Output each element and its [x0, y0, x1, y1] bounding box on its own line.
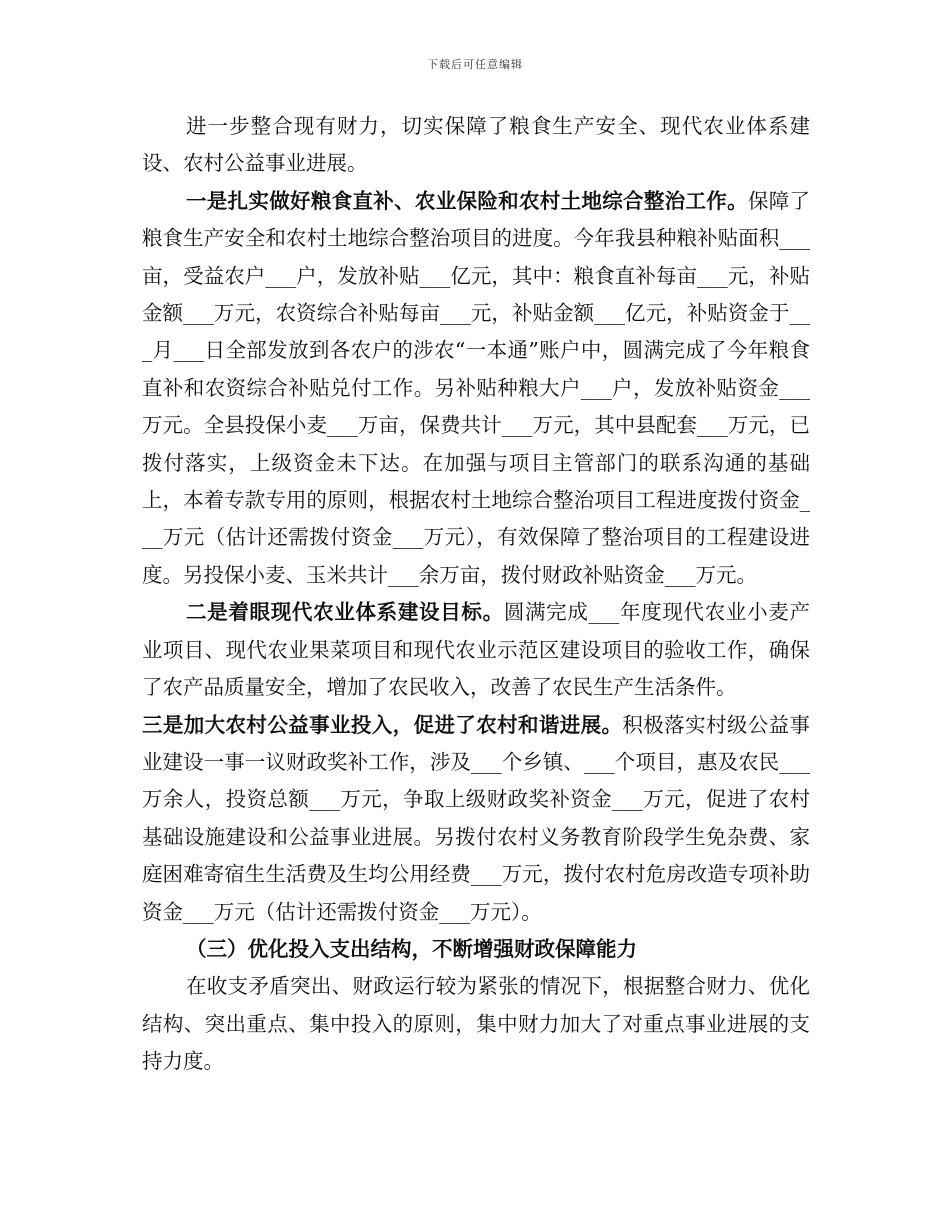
section-heading: （三）优化投入支出结构，不断增强财政保障能力	[186, 936, 637, 961]
paragraph-closing: 在收支矛盾突出、财政运行较为紧张的情况下，根据整合财力、优化结构、突出重点、集中投入的原则，集中财力加大了对重点事业进展的支持力度。	[142, 974, 810, 1074]
paragraph-body: 圆满完成___年度现代农业小麦产业项目、现代农业果菜项目和现代农业示范区建设项目的验收工作，确保了农产品质量安全，增加了农民收入，改善了农民生产生活条件。	[142, 600, 810, 700]
paragraph-body: 进一步整合现有财力，切实保障了粮食生产安全、现代农业体系建设、农村公益事业进展。	[142, 114, 810, 176]
paragraph-lead: 二是着眼现代农业体系建设目标。	[186, 600, 504, 625]
paragraph-lead: 一是扎实做好粮食直补、农业保险和农村土地综合整治工作。	[186, 188, 748, 213]
document-body	[142, 108, 810, 1081]
paragraph-body: 积极落实村级公益事业建设一事一议财政奖补工作，涉及___个乡镇、___个项目，惠及农民___万余人，投资总额___万元，争取上级财政奖补资金___万元，促进了农村基础设施建设和公益事业进展。另拨付农村义务教育阶段学生免杂费、家庭困难寄宿生生活费及生均公用经费___万元，拨付农村危房改造专项补助资金___万元（估计还需拨付资金___万元）。	[142, 712, 811, 924]
paragraph-modern-agriculture	[142, 594, 810, 706]
paragraph-lead: 三是加大农村公益事业投入，促进了农村和谐进展。	[142, 712, 623, 737]
paragraph-grain-subsidy	[142, 183, 810, 594]
paragraph-public-welfare	[142, 707, 810, 931]
page-header: 下载后可任意编辑	[427, 58, 523, 71]
paragraph-intro	[142, 108, 810, 183]
paragraph-body: 保障了粮食生产安全和农村土地综合整治项目的进度。今年我县种粮补贴面积___亩，受益农户___户，发放补贴___亿元，其中：粮食直补每亩___元，补贴金额___万元，农资综合补贴每亩___元，补贴金额___亿元，补贴资金于___月___日全部发放到各农户的涉农“一本通”账户中，圆满完成了今年粮食直补和农资综合补贴兑付工作。另补贴种粮大户___户，发放补贴资金___万元。全县投保小麦___万亩，保费共计___万元，其中县配套___万元，已拨付落实，上级资金未下达。在加强与项目主管部门的联系沟通的基础上，本着专款专用的原则，根据农村土地综合整治项目工程进度拨付资金___万元（估计还需拨付资金___万元），有效保障了整治项目的工程建设进度。另投保小麦、玉米共计___余万亩，拨付财政补贴资金___万元。	[142, 188, 811, 587]
